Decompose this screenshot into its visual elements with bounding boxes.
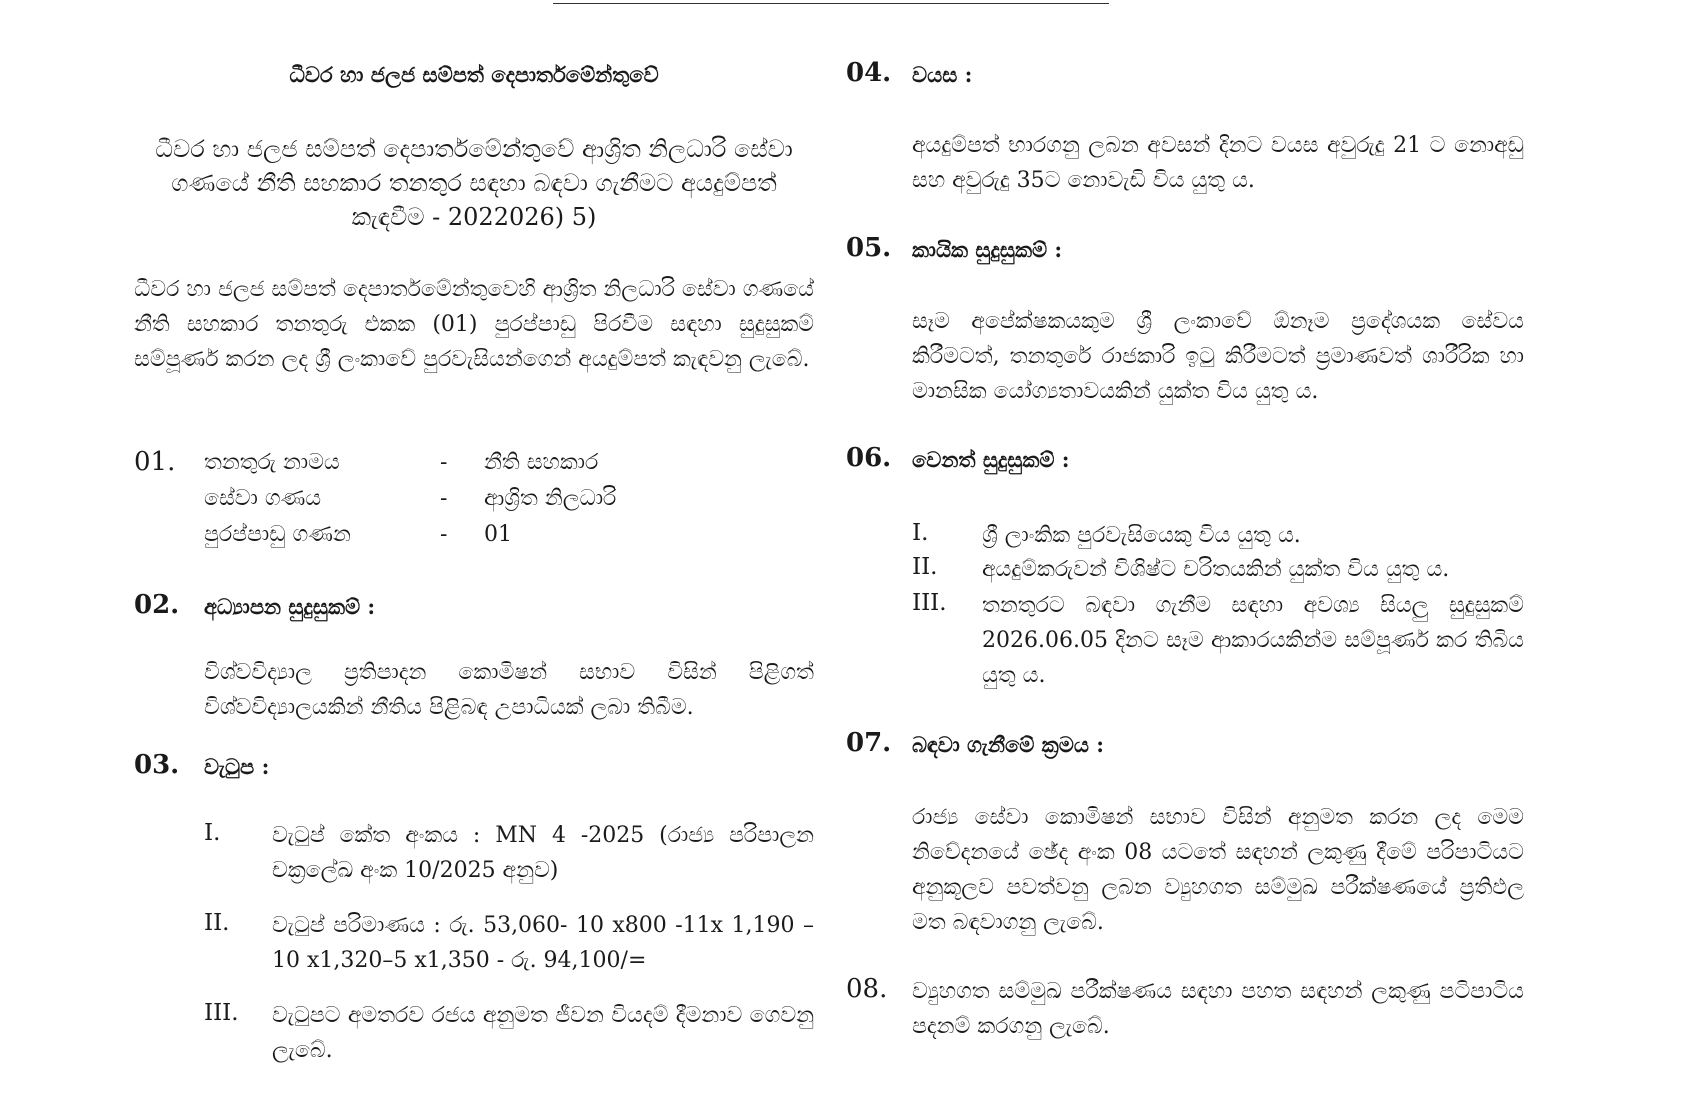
field-label: පුරප්පාඩු ගණන (204, 522, 351, 547)
section-08-number: 08. (846, 974, 888, 1004)
section-08-text: ව්‍යුහගත සම්මුඛ පරීක්ෂණය සඳහා පහත සඳහන් ලකුණු පටිපාටිය පදනම් කරගනු ලැබේ. (912, 979, 1524, 1039)
list-item-text: වැටුපට අමතරව රජය අනුමත ජීවන වියදම් දීමනාව ගෙවනු ලැබේ. (272, 1003, 814, 1063)
list-item-text: තනතුරට බඳවා ගැනීම සඳහා අවශ්‍ය සියලු සුදුසුකම් 2026.06.05 දිනට සෑම ආකාරයකින්ම සම්පූර්ණ කර තිබිය යුතු ය. (982, 593, 1524, 688)
field-label: සේවා ගණය (204, 486, 322, 511)
section-06-title: වෙනත් සුදුසුකම් : (912, 447, 1070, 472)
section-02-title: අධ්‍යාපන සුදුසුකම් : (204, 594, 376, 619)
section-05-number: 05. (846, 233, 892, 263)
section-02-number: 02. (134, 590, 180, 620)
section-05-title: කායික සුදුසුකම් : (912, 237, 1063, 262)
field-value: 01 (484, 522, 512, 547)
section-07-number: 07. (846, 728, 892, 758)
section-05-text: සෑම අපේක්ෂකයකුම ශ්‍රී ලංකාවේ ඕනෑම ප්‍රදේශයක සේවය කිරීමටත්, තනතුරේ රාජකාරි ඉටු කිරීමටත් ප්‍රමාණවත් ශාරීරික හා මානසික යෝග්‍යතාවයකින් යුක්ත විය යුතු ය. (912, 309, 1524, 404)
section-04-text: අයදුම්පත් භාරගනු ලබන අවසන් දිනට වයස අවුරුදු 21 ට නොඅඩු සහ අවුරුදු 35ට නොවැඩි විය යුතු ය. (912, 133, 1524, 193)
field-label: තනතුරු නාමය (204, 450, 340, 475)
notice-title: ධීවර හා ජලජ සම්පත් දෙපාර්තමේන්තුවේ ආශ්‍රිත නිලධාරි සේවා ගණයේ නීති සහකාර තනතුර සඳහා බඳවා ගැනීමට අයදුම්පත් කැඳවීම - 2022026) 5) (155, 135, 793, 231)
department-heading: ධීවර හා ජලජ සම්පත් දෙපාර්තමේන්තුවේ (289, 62, 659, 87)
list-item-text: අයදුම්කරුවන් විශිෂ්ට චරිතයකින් යුක්ත විය යුතු ය. (982, 557, 1450, 582)
section-07-text: රාජ්‍ය සේවා කොමිෂන් සභාව විසින් අනුමත කරන ලද මෙම නිවේදනයේ ඡේද අංක 08 යටතේ සඳහන් ලකුණු දීමේ පරිපාටියට අනුකූලව පවත්වනු ලබන ව්‍යුහගත සම්මුඛ පරීක්ෂණයේ ප්‍රතිඵල මත බඳවාගනු ලැබේ. (912, 805, 1524, 935)
field-dash: - (440, 522, 448, 547)
list-numeral: III. (912, 590, 947, 616)
top-divider-line (553, 3, 1109, 4)
section-01-number: 01. (134, 447, 176, 477)
section-06-number: 06. (846, 443, 892, 473)
list-item-text: වැටුප් කේත අංකය : MN 4 -2025 (රාජ්‍ය පරිපාලන චක්‍රලේඛ අංක 10/2025 අනුව) (272, 823, 814, 883)
field-dash: - (440, 450, 448, 475)
list-numeral: I. (204, 820, 221, 846)
field-value: නීති සහකාර (484, 450, 599, 475)
list-item-text: ශ්‍රී ලාංකික පුරවැසියෙකු විය යුතු ය. (982, 523, 1301, 548)
section-03-title: වැටුප : (204, 754, 270, 779)
field-value: ආශ්‍රිත නිලධාරි (484, 486, 617, 511)
section-04-number: 04. (846, 58, 892, 88)
list-numeral: II. (912, 554, 938, 580)
list-numeral: I. (912, 520, 929, 546)
section-04-title: වයස : (912, 62, 973, 87)
section-07-title: බඳවා ගැනීමේ ක්‍රමය : (912, 732, 1104, 757)
intro-paragraph: ධීවර හා ජලජ සම්පත් දෙපාර්තමේන්තුවෙහි ආශ්‍රිත නිලධාරි සේවා ගණයේ නීති සහකාර තනතුරු එකක (01) පුරප්පාඩු පිරවීම සඳහා සුදුසුකම් සම්පූර්ණ කරන ලද ශ්‍රී ලංකාවේ පුරවැසියන්ගෙන් අයදුම්පත් කැඳවනු ලැබේ. (134, 277, 814, 372)
field-dash: - (440, 486, 448, 511)
list-item-text: වැටුප් පරිමාණය : රු. 53,060- 10 x800 -11x 1,190 – 10 x1,320–5 x1,350 - රු. 94,100/= (272, 913, 814, 973)
section-02-text: විශ්වවිද්‍යාල ප්‍රතිපාදන කොමිෂන් සභාව විසින් පිළිගත් විශ්වවිද්‍යාලයකින් නීතිය පිළිබඳ උපාධියක් ලබා තිබීම. (204, 660, 814, 720)
list-numeral: III. (204, 1000, 239, 1026)
list-numeral: II. (204, 910, 230, 936)
section-03-number: 03. (134, 750, 180, 780)
